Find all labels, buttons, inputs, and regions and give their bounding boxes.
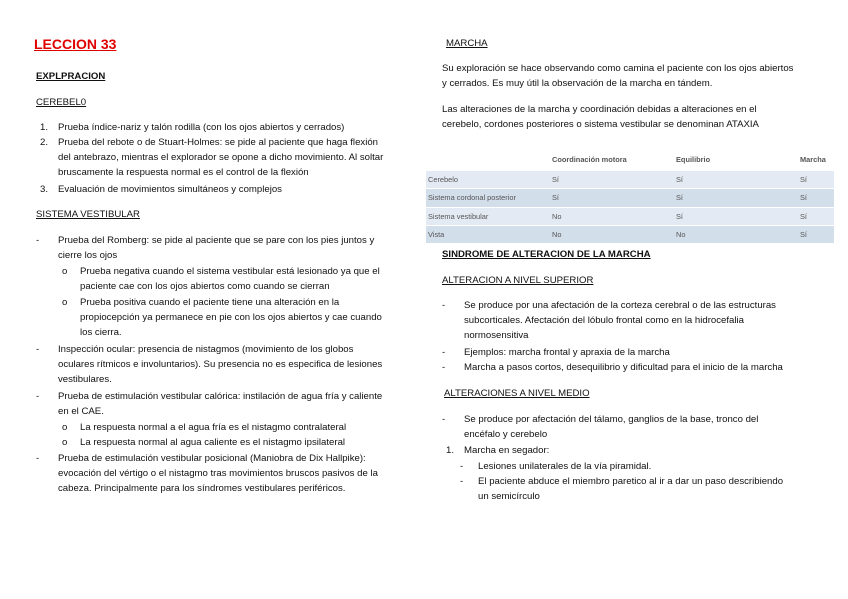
page-title: LECCION 33 <box>34 36 117 52</box>
ataxia-table <box>426 150 834 243</box>
paragraph-ataxia: Las alteraciones de la marcha y coordinación debidas a alteraciones en el cerebelo, cordones posteriores o sistema vestibular se denominan ATAXIA <box>442 104 759 131</box>
table-header-row: Coordinación motora Equilibrio Marcha <box>552 155 826 164</box>
table-row: Vista No No Sí <box>426 225 834 243</box>
list-item: - Marcha a pasos cortos, desequilibrio y dificultad para el inicio de la marcha <box>442 362 783 373</box>
table-row: Sistema cordonal posterior Sí Sí Sí <box>426 189 834 207</box>
table-row: Sistema vestibular No Sí Sí <box>426 207 834 225</box>
subheading-cerebelo: CEREBEL0 <box>36 97 87 108</box>
list-subitem: - Lesiones unilaterales de la vía piramidal. <box>460 461 652 472</box>
section-heading-sindrome: SINDROME DE ALTERACION DE LA MARCHA <box>442 249 651 260</box>
list-subitem: o La respuesta normal al agua caliente es el nistagmo ipsilateral <box>62 437 346 448</box>
list-item: - Prueba de estimulación vestibular calórica: instilación de agua fría y caliente en el CAE. <box>36 391 383 418</box>
list-item: - Inspección ocular: presencia de nistagmos (movimiento de los globos oculares rítmicos e involuntarios). Su presencia no es especifica de lesiones vestibulares. <box>36 344 383 386</box>
list-item: - Se produce por una afectación de la corteza cerebral o de las estructuras subcorticales. Afectación del lóbulo frontal como en la hidrocefalia normosensitiva <box>442 300 776 342</box>
subheading-nivel-superior: ALTERACION A NIVEL SUPERIOR <box>442 275 594 286</box>
list-subitem: o Prueba negativa cuando el sistema vestibular está lesionado ya que el paciente cae con los ojos abiertos como cuando se cierran <box>62 266 380 293</box>
list-item: - Prueba del Romberg: se pide al paciente que se pare con los pies juntos y cierre los ojos <box>36 235 375 262</box>
list-item: - Prueba de estimulación vestibular posicional (Maniobra de Dix Hallpike): evocación del vértigo o el nistagmo tras movimientos bruscos pasivos de la cabeza. Principalmente para los síndromes vestibulares periféricos. <box>36 453 378 495</box>
list-subitem: o Prueba positiva cuando el paciente tiene una alteración en la propiocepción ya permanece en pie con los ojos abiertos y cae cuando los cierra. <box>62 297 382 339</box>
list-item: 2. Prueba del rebote o de Stuart-Holmes: se pide al paciente que haga flexión del antebrazo, mientras el explorador se opone a dicho movimiento. Al soltar bruscamente la respuesta normal es el control de la flexión <box>40 137 384 179</box>
section-heading-exploracion: EXPLPRACION <box>36 71 106 82</box>
subheading-marcha: MARCHA <box>446 38 488 49</box>
subheading-nivel-medio: ALTERACIONES A NIVEL MEDIO <box>444 388 590 399</box>
list-item: 3. Evaluación de movimientos simultáneos y complejos <box>40 184 282 195</box>
list-item: - Se produce por afectación del tálamo, ganglios de la base, tronco del encéfalo y cerebelo <box>442 414 759 441</box>
list-item: 1. Marcha en segador: <box>446 445 550 456</box>
list-subitem: o La respuesta normal a el agua fría es el nistagmo contralateral <box>62 422 347 433</box>
subheading-sistema-vestibular: SISTEMA VESTIBULAR <box>36 209 140 220</box>
paragraph-marcha: Su exploración se hace observando como camina el paciente con los ojos abiertos y cerrados. Es muy útil la observación de la marcha en tándem. <box>442 63 794 90</box>
list-subitem: - El paciente abduce el miembro paretico al ir a dar un paso describiendo un semicírculo <box>460 476 784 503</box>
table-row: Cerebelo Sí Sí Sí <box>426 171 834 189</box>
list-item: 1. Prueba índice-nariz y talón rodilla (con los ojos abiertos y cerrados) <box>40 122 345 133</box>
list-item: - Ejemplos: marcha frontal y apraxia de la marcha <box>442 347 670 358</box>
